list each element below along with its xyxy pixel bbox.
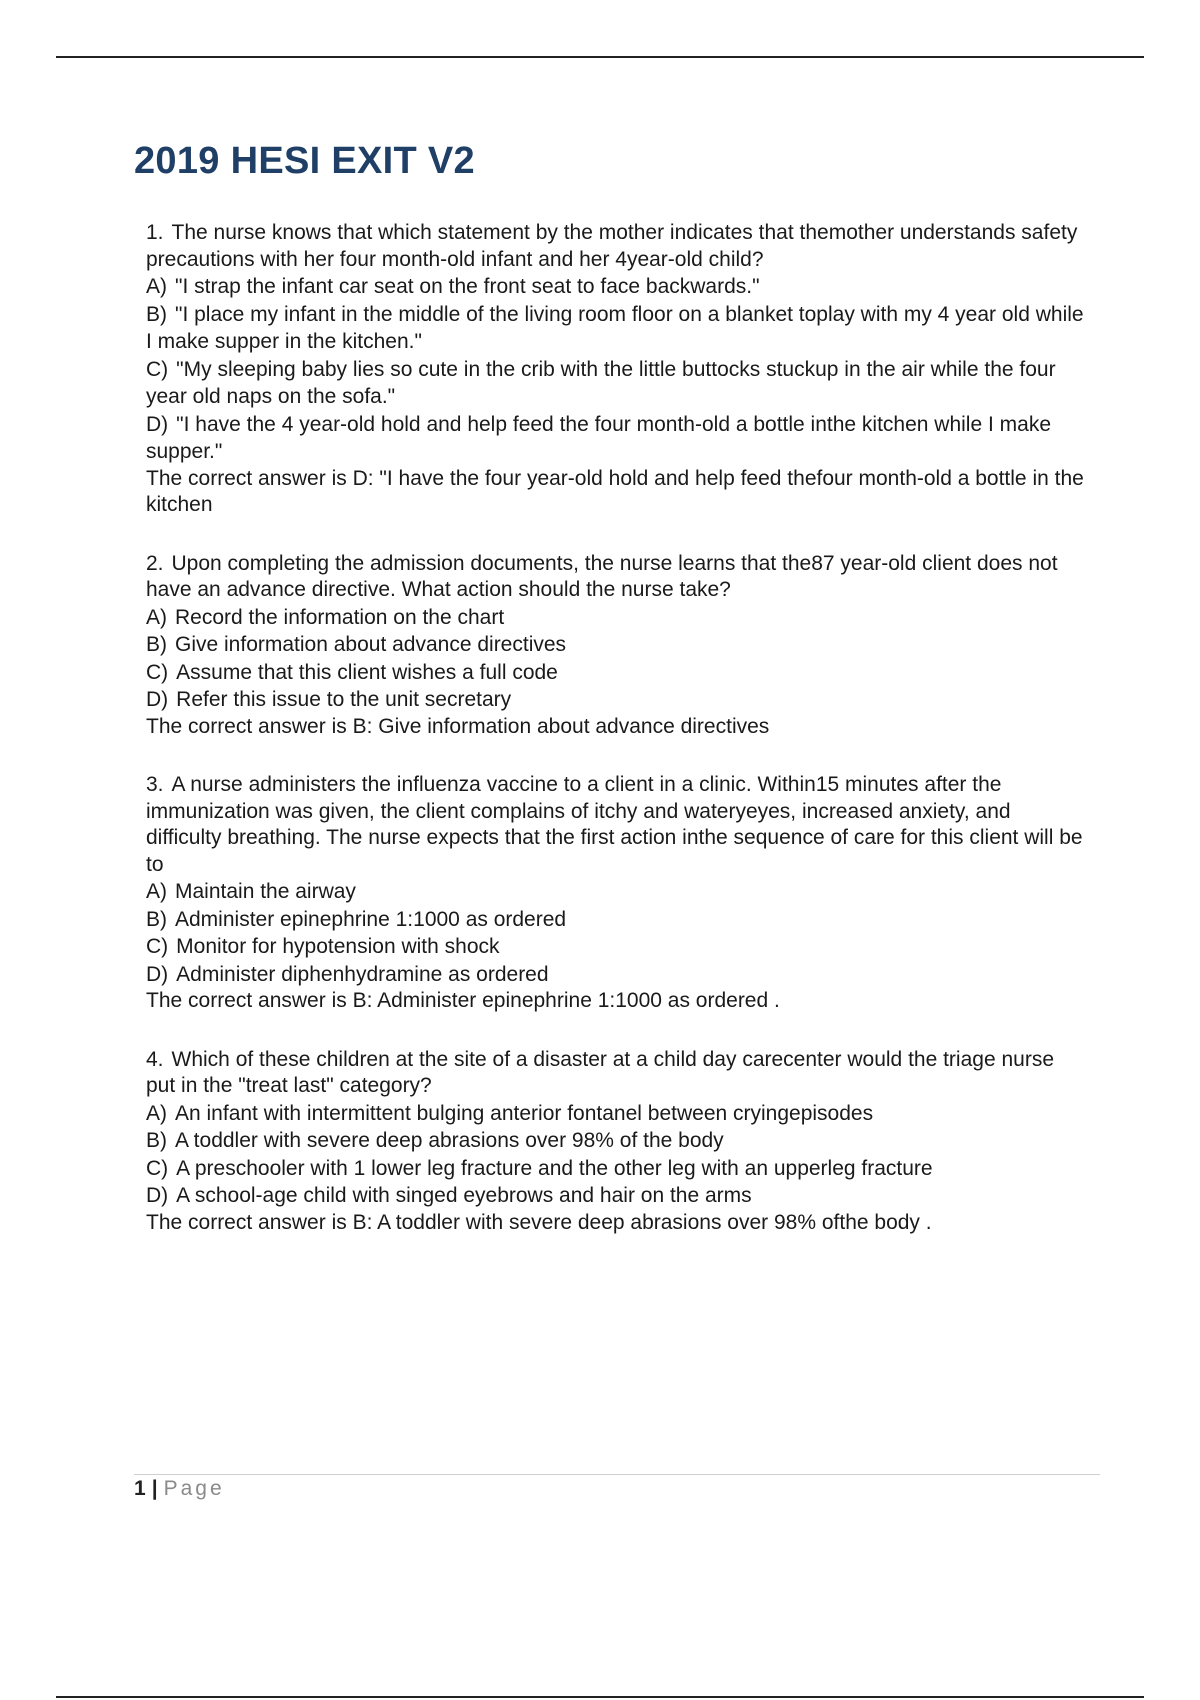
- correct-answer: The correct answer is D: "I have the four year-old hold and help feed thefour month-old a bottle in the kitchen: [146, 466, 1084, 516]
- correct-answer: The correct answer is B: A toddler with severe deep abrasions over 98% ofthe body .: [146, 1210, 932, 1234]
- option-b: B) Administer epinephrine 1:1000 as ordered: [146, 906, 1086, 934]
- footer-rule: [134, 1474, 1100, 1475]
- question-3: [146, 772, 1086, 1015]
- option-c: C) "My sleeping baby lies so cute in the crib with the little buttocks stuckup in the air while the four year old naps on the sofa.": [146, 357, 1056, 408]
- page-footer: [134, 1476, 225, 1502]
- option-c: C) Monitor for hypotension with shock: [146, 933, 1086, 961]
- bottom-rule: [56, 1696, 1144, 1698]
- question-2: [146, 551, 1086, 741]
- page-number: 1: [134, 1477, 146, 1500]
- option-letter: B): [146, 302, 167, 326]
- option-letter: A): [146, 880, 167, 903]
- option-a: A) Record the information on the chart: [146, 604, 1086, 632]
- option-letter: C): [146, 1156, 169, 1180]
- option-a: A) An infant with intermittent bulging anterior fontanel between cryingepisodes: [146, 1100, 1086, 1128]
- option-letter: B): [146, 907, 167, 931]
- option-letter: D): [146, 1184, 169, 1207]
- option-letter: B): [146, 633, 167, 656]
- question-list: [146, 220, 1086, 1268]
- footer-separator: |: [151, 1477, 158, 1500]
- option-c: C) A preschooler with 1 lower leg fracture and the other leg with an upperleg fracture: [146, 1155, 1086, 1183]
- option-letter: C): [146, 935, 169, 958]
- option-letter: C): [146, 357, 169, 381]
- question-4: [146, 1047, 1086, 1237]
- option-d: D) Refer this issue to the unit secretary: [146, 686, 1086, 714]
- option-letter: A): [146, 275, 167, 298]
- option-letter: B): [146, 1129, 167, 1152]
- option-d: D) "I have the 4 year-old hold and help feed the four month-old a bottle inthe kitchen while I make supper.": [146, 412, 1052, 463]
- question-number: 1.: [146, 221, 164, 244]
- option-b: B) Give information about advance directives: [146, 631, 1086, 659]
- option-letter: D): [146, 962, 169, 986]
- question-text: 3. A nurse administers the influenza vaccine to a client in a clinic. Within15 minutes after the immunization was given, the client complains of itchy and wateryeyes, increased anxiety, and difficulty breathing. The nurse expects that the first action inthe sequence of care for this client will be to: [146, 773, 1083, 876]
- top-rule: [56, 56, 1144, 58]
- option-d: D) A school-age child with singed eyebrows and hair on the arms: [146, 1182, 1086, 1210]
- option-letter: A): [146, 605, 167, 629]
- option-letter: D): [146, 412, 169, 436]
- option-b: B) "I place my infant in the middle of the living room floor on a blanket toplay with my 4 year old while I make supper in the kitchen.": [146, 302, 1084, 353]
- option-a: A) Maintain the airway: [146, 878, 1086, 906]
- option-b: B) A toddler with severe deep abrasions over 98% of the body: [146, 1127, 1086, 1155]
- document-title: 2019 HESI EXIT V2: [134, 140, 475, 182]
- option-d: D) Administer diphenhydramine as ordered: [146, 961, 1086, 989]
- question-number: 3.: [146, 773, 164, 796]
- option-c: C) Assume that this client wishes a full code: [146, 659, 1086, 687]
- option-letter: A): [146, 1101, 167, 1125]
- option-a: A) "I strap the infant car seat on the front seat to face backwards.": [146, 273, 1086, 301]
- option-letter: D): [146, 688, 169, 711]
- question-number: 2.: [146, 551, 164, 575]
- option-letter: C): [146, 660, 169, 684]
- page-label: Page: [163, 1477, 225, 1500]
- question-text: 1. The nurse knows that which statement by the mother indicates that themother understands safety precautions with her four month-old infant and her 4year-old child?: [146, 221, 1078, 271]
- correct-answer: The correct answer is B: Give information about advance directives: [146, 714, 770, 738]
- question-number: 4.: [146, 1047, 164, 1071]
- question-text: 4. Which of these children at the site of a disaster at a child day carecenter would the triage nurse put in the "treat last" category?: [146, 1047, 1054, 1097]
- question-text: 2. Upon completing the admission documents, the nurse learns that the87 year-old client does not have an advance directive. What action should the nurse take?: [146, 551, 1058, 601]
- correct-answer: The correct answer is B: Administer epinephrine 1:1000 as ordered .: [146, 989, 780, 1012]
- question-1: [146, 220, 1086, 519]
